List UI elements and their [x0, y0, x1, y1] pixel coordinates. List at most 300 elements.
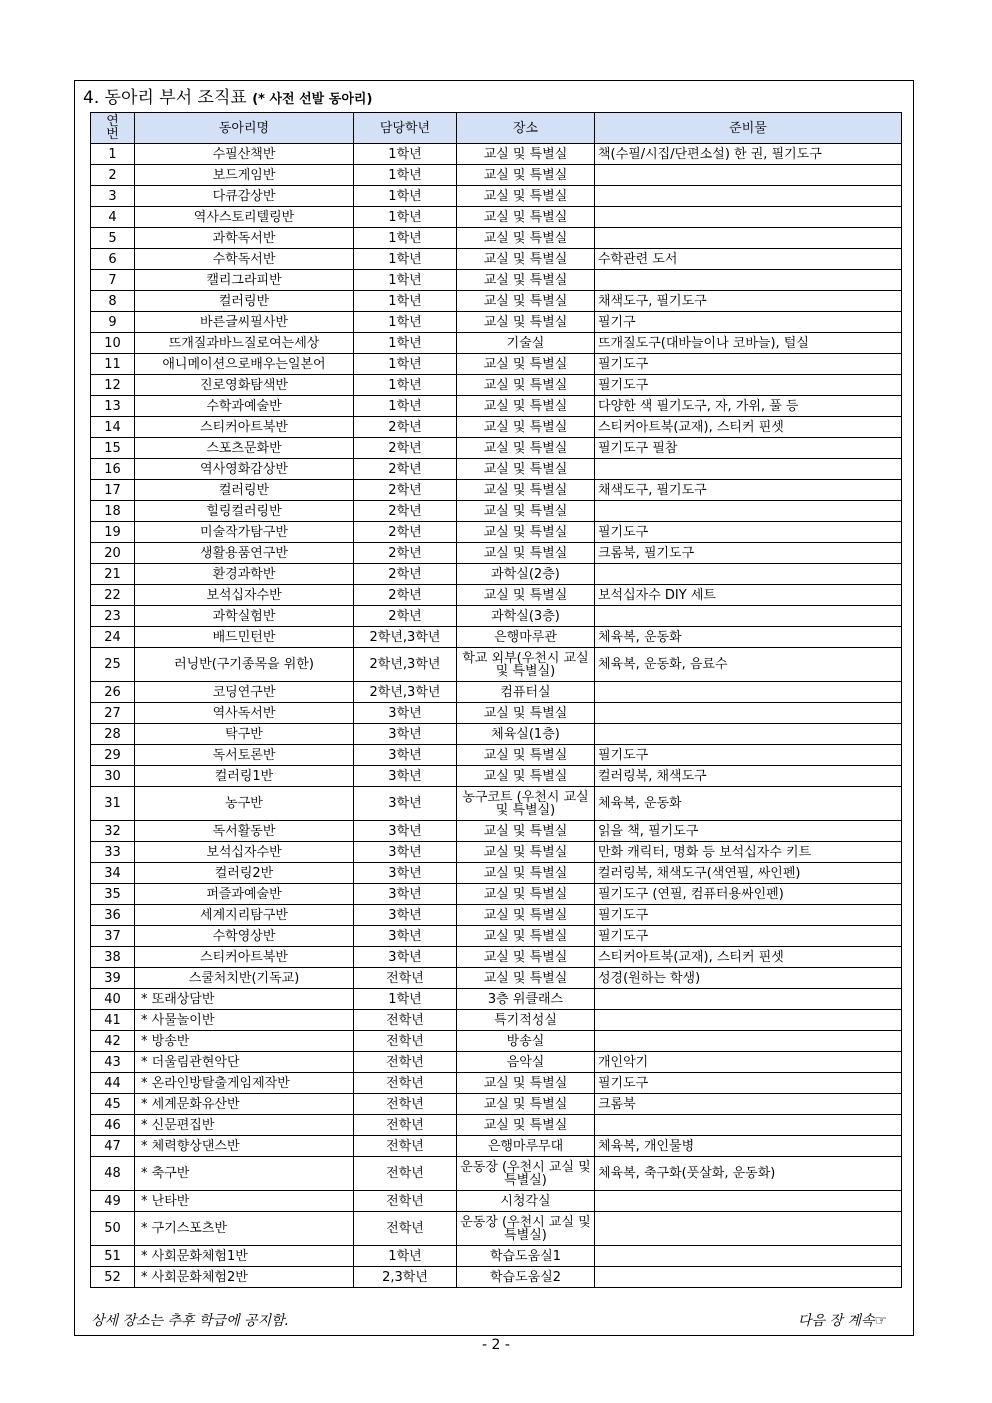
row-number: 22	[91, 585, 135, 606]
table-row	[91, 884, 902, 905]
club-name: 배드민턴반	[135, 627, 354, 648]
row-number: 36	[91, 905, 135, 926]
club-name: * 사회문화체험1반	[135, 1246, 354, 1267]
row-number: 6	[91, 249, 135, 270]
club-name: 독서토론반	[135, 745, 354, 766]
club-supplies: 필기도구	[595, 375, 902, 396]
club-place: 교실 및 특별실	[457, 1094, 595, 1115]
club-grade: 1학년	[354, 312, 457, 333]
club-place: 교실 및 특별실	[457, 375, 595, 396]
club-grade: 2학년	[354, 564, 457, 585]
club-supplies: 다양한 색 필기도구, 자, 가위, 풀 등	[595, 396, 902, 417]
club-name: 세계지리탐구반	[135, 905, 354, 926]
club-grade: 2학년	[354, 606, 457, 627]
club-supplies	[595, 1010, 902, 1031]
club-table	[90, 112, 902, 1288]
row-number: 23	[91, 606, 135, 627]
row-number: 52	[91, 1267, 135, 1288]
club-supplies: 필기도구	[595, 522, 902, 543]
club-name: 스쿨처치반(기독교)	[135, 968, 354, 989]
club-place: 교실 및 특별실	[457, 480, 595, 501]
row-number: 48	[91, 1157, 135, 1191]
club-name: 농구반	[135, 787, 354, 821]
club-grade: 전학년	[354, 1157, 457, 1191]
club-name: 뜨개질과바느질로여는세상	[135, 333, 354, 354]
row-number: 5	[91, 228, 135, 249]
club-place: 교실 및 특별실	[457, 543, 595, 564]
club-place: 3층 위클래스	[457, 989, 595, 1010]
club-name: 역사영화감상반	[135, 459, 354, 480]
club-name: * 사회문화체험2반	[135, 1267, 354, 1288]
club-supplies: 책(수필/시집/단편소설) 한 권, 필기도구	[595, 144, 902, 165]
table-row	[91, 745, 902, 766]
club-place: 교실 및 특별실	[457, 745, 595, 766]
club-supplies: 수학관련 도서	[595, 249, 902, 270]
table-row	[91, 144, 902, 165]
club-grade: 1학년	[354, 354, 457, 375]
club-place: 교실 및 특별실	[457, 459, 595, 480]
club-supplies: 크롬북, 필기도구	[595, 543, 902, 564]
club-grade: 3학년	[354, 863, 457, 884]
club-name: * 난타반	[135, 1191, 354, 1212]
club-place: 교실 및 특별실	[457, 501, 595, 522]
club-place: 교실 및 특별실	[457, 884, 595, 905]
club-name: 탁구반	[135, 724, 354, 745]
club-supplies: 필기도구	[595, 926, 902, 947]
row-number: 20	[91, 543, 135, 564]
club-place: 학습도움실2	[457, 1267, 595, 1288]
club-place: 교실 및 특별실	[457, 766, 595, 787]
club-place: 학습도움실1	[457, 1246, 595, 1267]
club-place: 교실 및 특별실	[457, 1115, 595, 1136]
row-number: 13	[91, 396, 135, 417]
table-row	[91, 564, 902, 585]
club-grade: 1학년	[354, 165, 457, 186]
club-supplies	[595, 1031, 902, 1052]
row-number: 15	[91, 438, 135, 459]
club-supplies: 채색도구, 필기도구	[595, 480, 902, 501]
club-place: 교실 및 특별실	[457, 1073, 595, 1094]
club-grade: 전학년	[354, 1191, 457, 1212]
club-place: 교실 및 특별실	[457, 417, 595, 438]
table-row	[91, 968, 902, 989]
club-grade: 3학년	[354, 745, 457, 766]
club-place: 교실 및 특별실	[457, 186, 595, 207]
club-name: 미술작가탐구반	[135, 522, 354, 543]
row-number: 24	[91, 627, 135, 648]
club-grade: 전학년	[354, 968, 457, 989]
club-grade: 1학년	[354, 228, 457, 249]
row-number: 21	[91, 564, 135, 585]
club-supplies	[595, 207, 902, 228]
club-supplies: 체육복, 운동화	[595, 627, 902, 648]
club-supplies	[595, 682, 902, 703]
club-supplies: 필기도구 (연필, 컴퓨터용싸인펜)	[595, 884, 902, 905]
table-row	[91, 1246, 902, 1267]
club-grade: 2학년,3학년	[354, 682, 457, 703]
club-name: * 신문편집반	[135, 1115, 354, 1136]
club-name: * 사물놀이반	[135, 1010, 354, 1031]
table-row	[91, 947, 902, 968]
table-row	[91, 438, 902, 459]
table-row	[91, 842, 902, 863]
club-supplies: 컬러링북, 채색도구	[595, 766, 902, 787]
club-supplies: 체육복, 운동화	[595, 787, 902, 821]
table-row	[91, 905, 902, 926]
footer-note: 상세 장소는 추후 학급에 공지함.	[91, 1313, 290, 1329]
club-place: 운동장 (우천시 교실 및 특별실)	[457, 1212, 595, 1246]
club-supplies: 필기도구	[595, 1073, 902, 1094]
club-supplies	[595, 1212, 902, 1246]
row-number: 14	[91, 417, 135, 438]
club-grade: 3학년	[354, 703, 457, 724]
row-number: 12	[91, 375, 135, 396]
table-row	[91, 682, 902, 703]
club-name: 환경과학반	[135, 564, 354, 585]
club-grade: 2학년	[354, 459, 457, 480]
row-number: 37	[91, 926, 135, 947]
table-row	[91, 186, 902, 207]
row-number: 51	[91, 1246, 135, 1267]
table-row	[91, 228, 902, 249]
club-place: 교실 및 특별실	[457, 926, 595, 947]
club-supplies: 성경(원하는 학생)	[595, 968, 902, 989]
table-row	[91, 480, 902, 501]
club-supplies	[595, 1267, 902, 1288]
club-place: 방송실	[457, 1031, 595, 1052]
club-supplies	[595, 724, 902, 745]
club-name: 수필산책반	[135, 144, 354, 165]
club-place: 교실 및 특별실	[457, 396, 595, 417]
club-place: 교실 및 특별실	[457, 144, 595, 165]
table-row	[91, 165, 902, 186]
club-grade: 1학년	[354, 291, 457, 312]
club-name: 퍼즐과예술반	[135, 884, 354, 905]
table-row	[91, 1115, 902, 1136]
row-number: 1	[91, 144, 135, 165]
row-number: 9	[91, 312, 135, 333]
club-name: * 더울림관현악단	[135, 1052, 354, 1073]
club-place: 특기적성실	[457, 1010, 595, 1031]
club-name: * 구기스포츠반	[135, 1212, 354, 1246]
row-number: 25	[91, 648, 135, 682]
row-number: 29	[91, 745, 135, 766]
table-header-row	[91, 113, 902, 144]
table-row	[91, 627, 902, 648]
club-grade: 전학년	[354, 1052, 457, 1073]
club-supplies: 컬러링북, 채색도구(색연필, 싸인펜)	[595, 863, 902, 884]
club-grade: 3학년	[354, 766, 457, 787]
club-name: 생활용품연구반	[135, 543, 354, 564]
club-name: 과학독서반	[135, 228, 354, 249]
row-number: 28	[91, 724, 135, 745]
club-place: 교실 및 특별실	[457, 270, 595, 291]
club-supplies	[595, 501, 902, 522]
club-place: 교실 및 특별실	[457, 585, 595, 606]
club-grade: 2학년	[354, 480, 457, 501]
club-place: 학교 외부(우천시 교실 및 특별실)	[457, 648, 595, 682]
club-place: 음악실	[457, 1052, 595, 1073]
club-name: 보드게임반	[135, 165, 354, 186]
section-heading	[83, 83, 372, 108]
club-grade: 3학년	[354, 947, 457, 968]
club-supplies: 스티커아트북(교재), 스티커 핀셋	[595, 947, 902, 968]
row-number: 26	[91, 682, 135, 703]
club-supplies	[595, 989, 902, 1010]
club-place: 교실 및 특별실	[457, 905, 595, 926]
table-row	[91, 354, 902, 375]
club-grade: 전학년	[354, 1212, 457, 1246]
club-supplies	[595, 606, 902, 627]
club-supplies	[595, 186, 902, 207]
row-number: 27	[91, 703, 135, 724]
table-row	[91, 1031, 902, 1052]
club-place: 교실 및 특별실	[457, 863, 595, 884]
club-supplies: 필기도구	[595, 905, 902, 926]
club-name: 역사독서반	[135, 703, 354, 724]
club-name: 과학실험반	[135, 606, 354, 627]
club-place: 교실 및 특별실	[457, 968, 595, 989]
table-row	[91, 333, 902, 354]
table-row	[91, 1136, 902, 1157]
club-name: 보석십자수반	[135, 842, 354, 863]
table-row	[91, 585, 902, 606]
row-number: 17	[91, 480, 135, 501]
row-number: 11	[91, 354, 135, 375]
club-place: 은행마루관	[457, 627, 595, 648]
club-name: 애니메이션으로배우는일본어	[135, 354, 354, 375]
club-grade: 전학년	[354, 1010, 457, 1031]
club-supplies: 체육복, 축구화(풋살화, 운동화)	[595, 1157, 902, 1191]
club-supplies: 개인악기	[595, 1052, 902, 1073]
club-name: 수학독서반	[135, 249, 354, 270]
club-place: 과학실(2층)	[457, 564, 595, 585]
table-row	[91, 821, 902, 842]
club-name: * 축구반	[135, 1157, 354, 1191]
club-place: 시청각실	[457, 1191, 595, 1212]
club-grade: 2학년	[354, 417, 457, 438]
club-grade: 2학년	[354, 438, 457, 459]
club-place: 교실 및 특별실	[457, 354, 595, 375]
club-grade: 2학년	[354, 543, 457, 564]
club-grade: 3학년	[354, 821, 457, 842]
club-place: 교실 및 특별실	[457, 703, 595, 724]
club-supplies	[595, 564, 902, 585]
club-supplies	[595, 459, 902, 480]
club-name: 독서활동반	[135, 821, 354, 842]
row-number: 40	[91, 989, 135, 1010]
club-supplies: 보석십자수 DIY 세트	[595, 585, 902, 606]
table-row	[91, 1094, 902, 1115]
club-supplies: 필기도구 필참	[595, 438, 902, 459]
table-row	[91, 1157, 902, 1191]
table-row	[91, 543, 902, 564]
club-grade: 2학년	[354, 501, 457, 522]
club-supplies	[595, 703, 902, 724]
club-grade: 1학년	[354, 144, 457, 165]
header-grade: 담당학년	[354, 113, 457, 144]
club-name: 컬러링1반	[135, 766, 354, 787]
club-grade: 3학년	[354, 787, 457, 821]
table-row	[91, 1212, 902, 1246]
club-grade: 2,3학년	[354, 1267, 457, 1288]
table-body	[91, 144, 902, 1288]
table-row	[91, 1073, 902, 1094]
club-name: 스포츠문화반	[135, 438, 354, 459]
club-supplies: 채색도구, 필기도구	[595, 291, 902, 312]
row-number: 4	[91, 207, 135, 228]
table-row	[91, 522, 902, 543]
club-grade: 전학년	[354, 1031, 457, 1052]
row-number: 10	[91, 333, 135, 354]
club-name: 러닝반(구기종목을 위한)	[135, 648, 354, 682]
club-supplies	[595, 270, 902, 291]
section-title: 4. 동아리 부서 조직표	[83, 88, 247, 108]
table-row	[91, 396, 902, 417]
club-name: * 온라인방탈출게임제작반	[135, 1073, 354, 1094]
header-name: 동아리명	[135, 113, 354, 144]
club-grade: 1학년	[354, 270, 457, 291]
club-grade: 1학년	[354, 375, 457, 396]
club-supplies: 필기구	[595, 312, 902, 333]
table-row	[91, 207, 902, 228]
club-supplies	[595, 1115, 902, 1136]
club-supplies: 체육복, 개인물병	[595, 1136, 902, 1157]
club-supplies: 스티커아트북(교재), 스티커 핀셋	[595, 417, 902, 438]
row-number: 43	[91, 1052, 135, 1073]
club-supplies	[595, 228, 902, 249]
table-row	[91, 787, 902, 821]
section-subtitle: (* 사전 선발 동아리)	[252, 92, 373, 107]
club-name: 힐링컬러링반	[135, 501, 354, 522]
club-name: 컬러링반	[135, 480, 354, 501]
table-row	[91, 312, 902, 333]
club-grade: 3학년	[354, 905, 457, 926]
club-supplies	[595, 1246, 902, 1267]
club-grade: 3학년	[354, 884, 457, 905]
row-number: 47	[91, 1136, 135, 1157]
club-place: 컴퓨터실	[457, 682, 595, 703]
club-name: 바른글씨필사반	[135, 312, 354, 333]
club-grade: 1학년	[354, 333, 457, 354]
club-grade: 2학년	[354, 585, 457, 606]
club-place: 체육실(1층)	[457, 724, 595, 745]
row-number: 38	[91, 947, 135, 968]
club-name: 다큐감상반	[135, 186, 354, 207]
club-grade: 1학년	[354, 207, 457, 228]
club-grade: 전학년	[354, 1136, 457, 1157]
club-grade: 1학년	[354, 989, 457, 1010]
club-name: 컬러링반	[135, 291, 354, 312]
club-grade: 전학년	[354, 1115, 457, 1136]
table-row	[91, 249, 902, 270]
row-number: 30	[91, 766, 135, 787]
row-number: 44	[91, 1073, 135, 1094]
club-name: 역사스토리텔링반	[135, 207, 354, 228]
club-place: 교실 및 특별실	[457, 228, 595, 249]
page-number: - 2 -	[482, 1337, 510, 1353]
row-number: 34	[91, 863, 135, 884]
row-number: 49	[91, 1191, 135, 1212]
row-number: 45	[91, 1094, 135, 1115]
club-place: 과학실(3층)	[457, 606, 595, 627]
club-name: 수학영상반	[135, 926, 354, 947]
table-row	[91, 501, 902, 522]
table-row	[91, 606, 902, 627]
row-number: 32	[91, 821, 135, 842]
club-grade: 3학년	[354, 926, 457, 947]
club-supplies: 크롬북	[595, 1094, 902, 1115]
table-row	[91, 1267, 902, 1288]
row-number: 50	[91, 1212, 135, 1246]
club-name: 보석십자수반	[135, 585, 354, 606]
club-place: 농구코트 (우천시 교실 및 특별실)	[457, 787, 595, 821]
club-place: 교실 및 특별실	[457, 947, 595, 968]
club-place: 교실 및 특별실	[457, 207, 595, 228]
club-name: * 세계문화유산반	[135, 1094, 354, 1115]
club-place: 교실 및 특별실	[457, 842, 595, 863]
table-row	[91, 648, 902, 682]
club-grade: 1학년	[354, 396, 457, 417]
row-number: 3	[91, 186, 135, 207]
club-grade: 2학년	[354, 522, 457, 543]
club-place: 교실 및 특별실	[457, 522, 595, 543]
club-supplies: 만화 캐릭터, 명화 등 보석십자수 키트	[595, 842, 902, 863]
row-number: 41	[91, 1010, 135, 1031]
club-name: 진로영화탐색반	[135, 375, 354, 396]
club-grade: 2학년,3학년	[354, 648, 457, 682]
continue-note: 다음 장 계속☞	[797, 1313, 887, 1329]
table-row	[91, 459, 902, 480]
table-row	[91, 1052, 902, 1073]
club-grade: 1학년	[354, 249, 457, 270]
club-name: 스티커아트북반	[135, 947, 354, 968]
club-supplies: 필기도구	[595, 745, 902, 766]
club-grade: 1학년	[354, 1246, 457, 1267]
club-supplies	[595, 165, 902, 186]
row-number: 31	[91, 787, 135, 821]
header-supplies: 준비물	[595, 113, 902, 144]
club-place: 교실 및 특별실	[457, 438, 595, 459]
row-number: 35	[91, 884, 135, 905]
row-number: 33	[91, 842, 135, 863]
club-supplies	[595, 1191, 902, 1212]
club-supplies: 필기도구	[595, 354, 902, 375]
table-row	[91, 270, 902, 291]
row-number: 19	[91, 522, 135, 543]
row-number: 16	[91, 459, 135, 480]
club-name: * 또래상담반	[135, 989, 354, 1010]
club-grade: 전학년	[354, 1094, 457, 1115]
header-place: 장소	[457, 113, 595, 144]
table-row	[91, 926, 902, 947]
club-grade: 1학년	[354, 186, 457, 207]
club-name: * 방송반	[135, 1031, 354, 1052]
club-name: * 체력향상댄스반	[135, 1136, 354, 1157]
row-number: 39	[91, 968, 135, 989]
club-grade: 3학년	[354, 724, 457, 745]
table-row	[91, 1191, 902, 1212]
club-place: 교실 및 특별실	[457, 249, 595, 270]
club-place: 운동장 (우천시 교실 및 특별실)	[457, 1157, 595, 1191]
row-number: 2	[91, 165, 135, 186]
row-number: 46	[91, 1115, 135, 1136]
table-row	[91, 1010, 902, 1031]
club-place: 교실 및 특별실	[457, 312, 595, 333]
club-place: 교실 및 특별실	[457, 291, 595, 312]
row-number: 18	[91, 501, 135, 522]
club-name: 수학과예술반	[135, 396, 354, 417]
